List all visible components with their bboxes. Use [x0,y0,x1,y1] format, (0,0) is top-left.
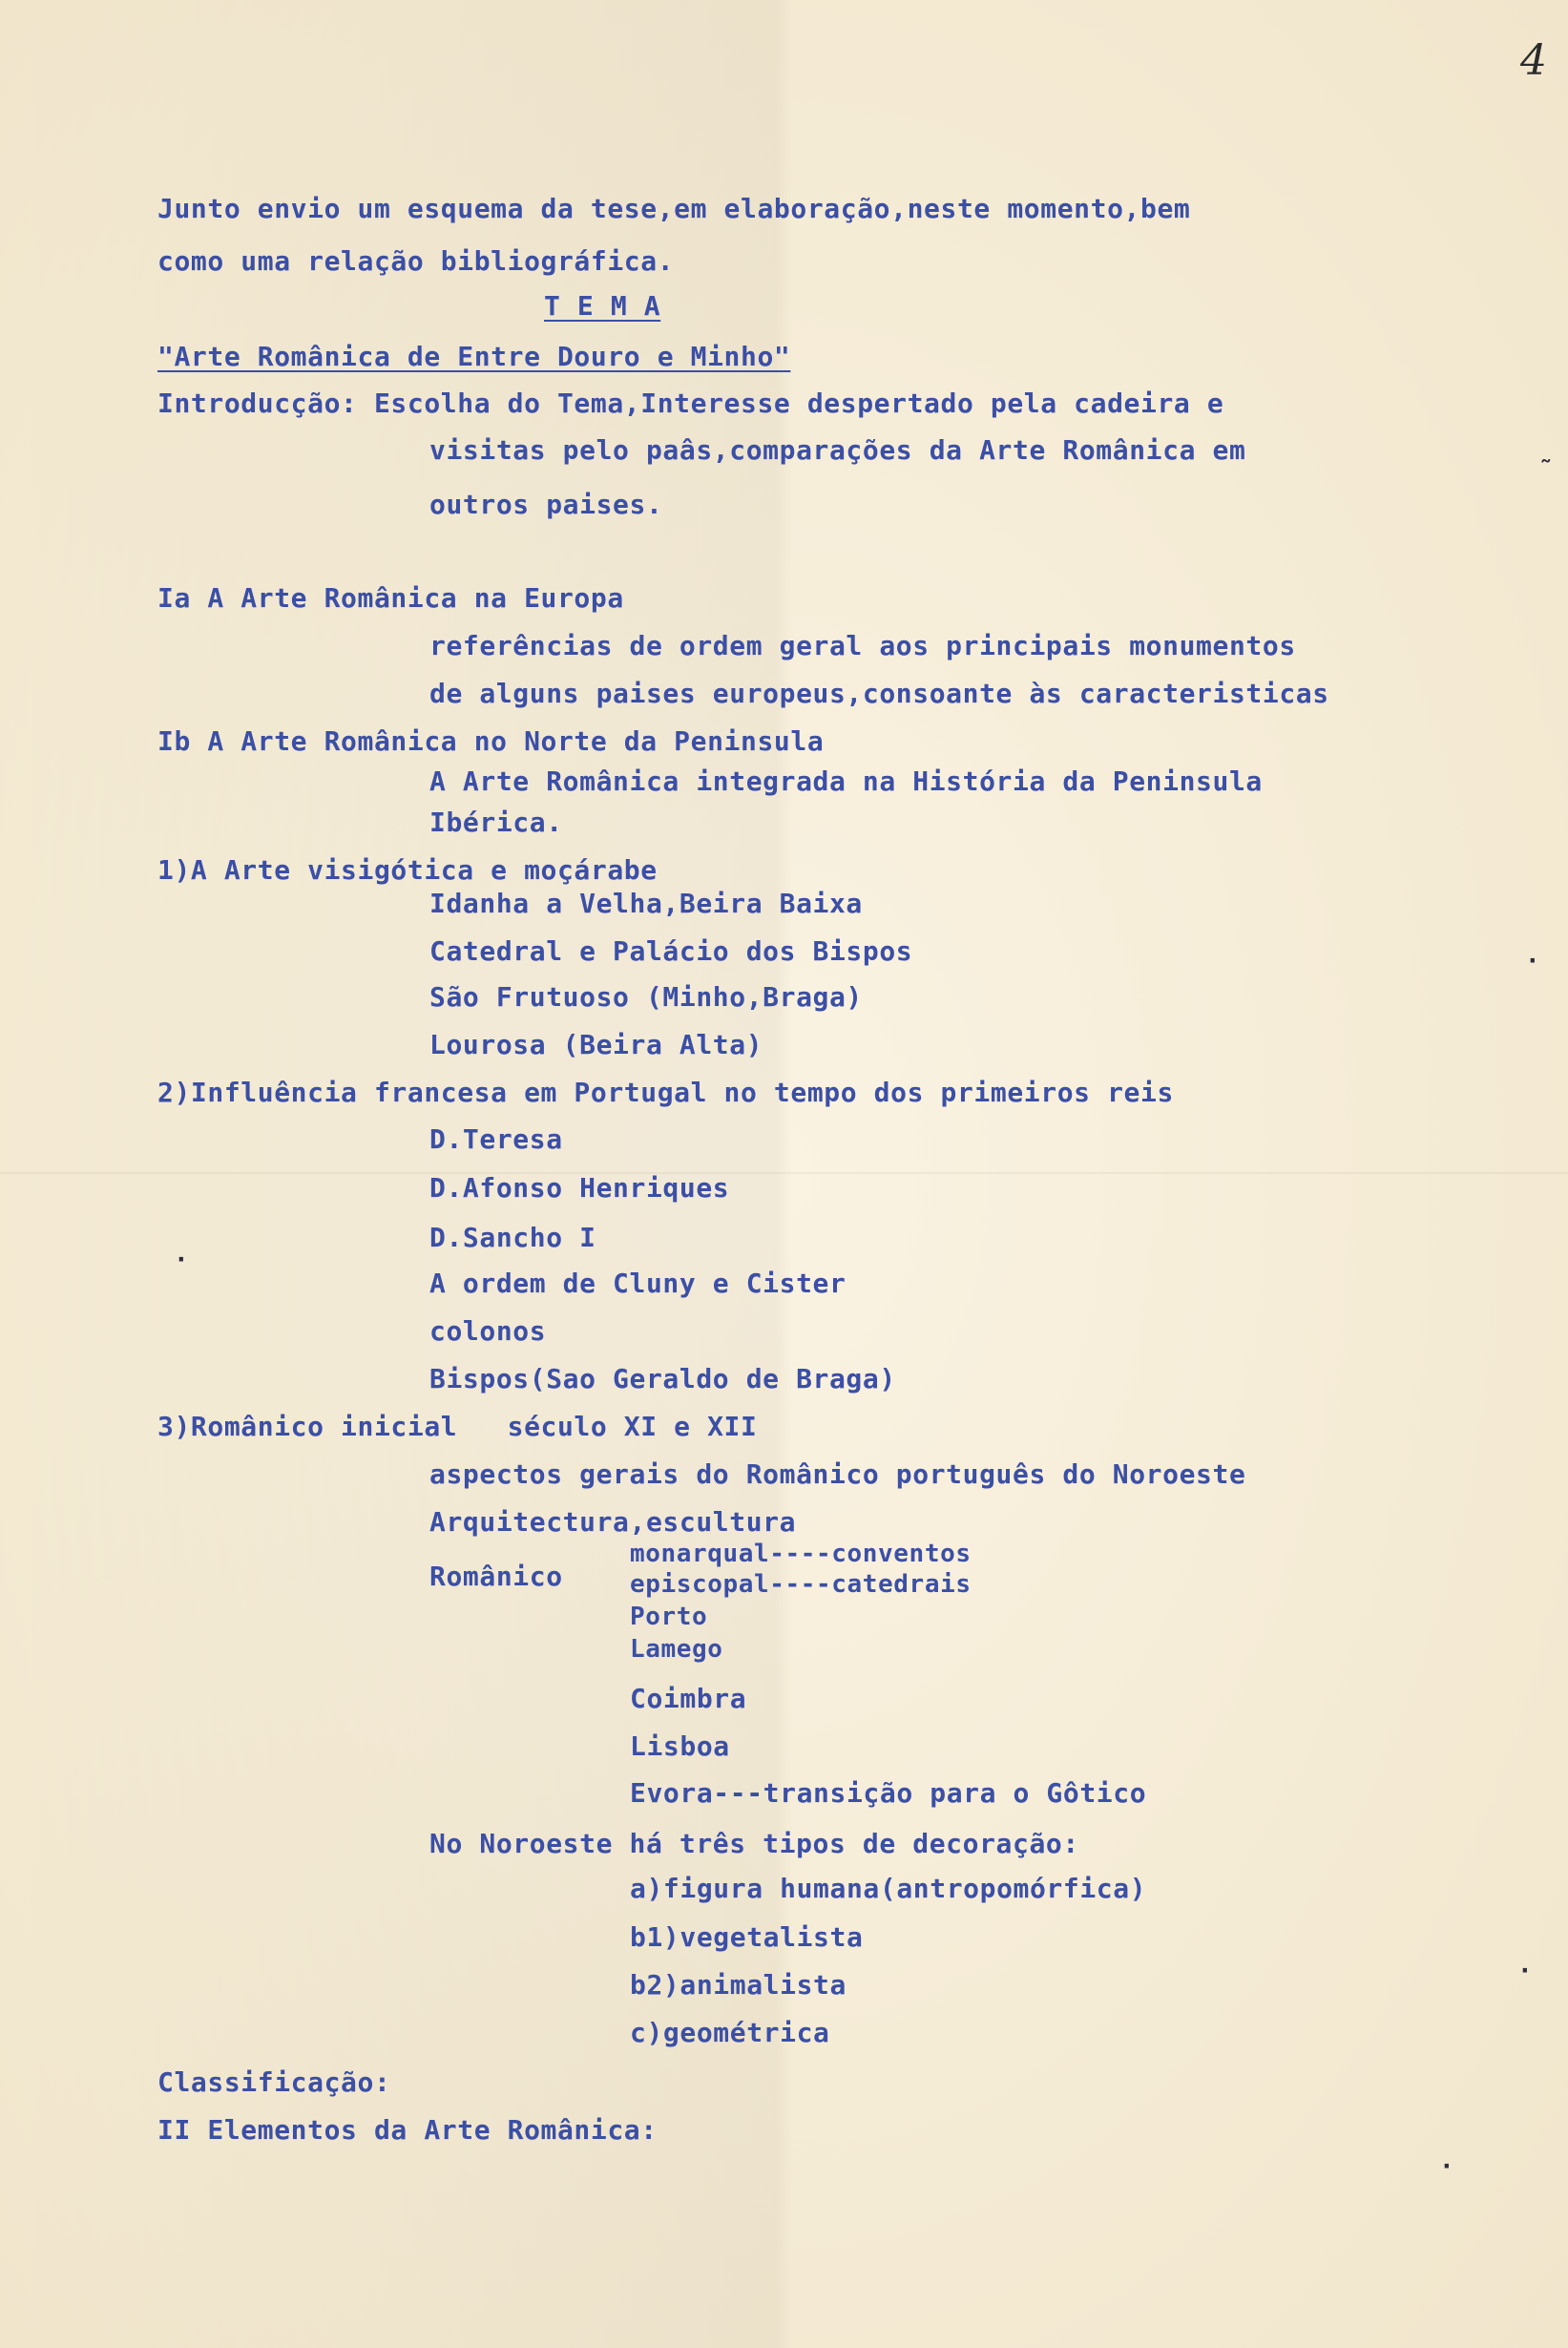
text-line: São Frutuoso (Minho,Braga) [429,981,863,1013]
text-line: A ordem de Cluny e Cister [429,1268,847,1299]
text-line: D.Afonso Henriques [429,1172,730,1204]
text-line: colonos [429,1315,547,1347]
text-line: D.Teresa [429,1123,563,1155]
pencil-mark: · [174,1246,189,1274]
section-heading: Ib A Arte Românica no Norte da Peninsula [157,725,825,757]
text-line: visitas pelo paâs,comparações da Arte Românica em [429,434,1246,466]
subsection-heading: 3)Românico inicial século XI e XII [157,1411,758,1442]
text-line: aspectos gerais do Românico português do Noroeste [429,1458,1246,1490]
text-line: Românico [429,1561,563,1592]
paper-fold [0,1172,1568,1174]
text-line: episcopal----catedrais [630,1570,972,1599]
text-line: Catedral e Palácio dos Bispos [429,935,913,967]
text-line: b2)animalista [630,1969,847,2001]
thesis-title: "Arte Românica de Entre Douro e Minho" [157,341,791,372]
text-line: Lourosa (Beira Alta) [429,1029,763,1060]
text-line: de alguns paises europeus,consoante às caracteristicas [429,678,1329,709]
text-line: Porto [630,1603,708,1631]
subsection-heading: 1)A Arte visigótica e moçárabe [157,854,658,886]
text-line: Coimbra [630,1683,747,1714]
text-line: Idanha a Velha,Beira Baixa [429,888,863,919]
text-line: monarqual----conventos [630,1540,972,1568]
text-line: No Noroeste há três tipos de decoração: [429,1828,1079,1859]
text-line: a)figura humana(antropomórfica) [630,1873,1147,1904]
text-line: Lamego [630,1635,723,1664]
section-heading: Ia A Arte Românica na Europa [157,582,624,614]
text-line: Junto envio um esquema da tese,em elaboração,neste momento,bem [157,193,1191,224]
text-line: Arquitectura,escultura [429,1506,797,1538]
section-heading: Classificação: [157,2066,391,2098]
pencil-mark: · [1517,1957,1533,1985]
pencil-mark: ˜ [1538,456,1554,485]
page-number: 4 [1520,36,1547,85]
subsection-heading: 2)Influência francesa em Portugal no tempo dos primeiros reis [157,1077,1174,1108]
text-line: como uma relação bibliográfica. [157,245,675,277]
pencil-mark: · [1525,947,1540,975]
text-line: b1)vegetalista [630,1921,864,1953]
text-line: referências de ordem geral aos principais monumentos [429,630,1296,661]
pencil-mark: · [1439,2152,1454,2181]
text-line: Ibérica. [429,807,563,838]
text-line: Evora---transição para o Gôtico [630,1777,1147,1809]
text-line: c)geométrica [630,2017,830,2048]
text-line: A Arte Românica integrada na História da Peninsula [429,765,1263,797]
text-line: Lisboa [630,1730,730,1762]
heading-tema: T E M A [544,290,661,322]
text-line: outros paises. [429,489,663,520]
text-line: D.Sancho I [429,1222,596,1253]
text-line: Introducção: Escolha do Tema,Interesse despertado pela cadeira e [157,388,1224,419]
section-heading: II Elementos da Arte Românica: [157,2114,658,2146]
text-line: Bispos(Sao Geraldo de Braga) [429,1363,896,1394]
